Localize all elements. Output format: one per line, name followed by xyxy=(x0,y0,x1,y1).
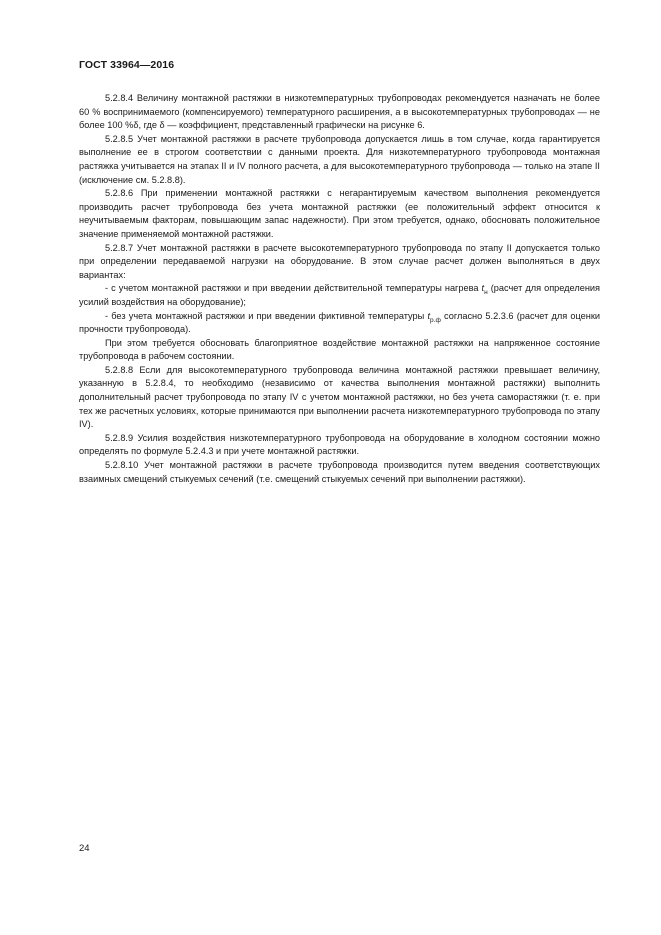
bullet-2-text-after: согласно 5.2.3.6 (расчет для оценки прочности трубопровода). xyxy=(79,310,600,335)
paragraph-5-2-8-9: 5.2.8.9 Усилия воздействия низкотемпературного трубопровода на оборудование в холодном состоянии можно определять по формуле 5.2.4.3 и при учете монтажной растяжки. xyxy=(79,432,600,457)
bullet-2-text-before: - без учета монтажной растяжки и при введении фиктивной температуры xyxy=(105,310,428,321)
paragraph-5-2-8-4: 5.2.8.4 Величину монтажной растяжки в низкотемпературных трубопроводах рекомендуется назначать не более 60 % воспринимаемого (компенсируемого) температурного расширения, а в высокотемпературных трубопроводах — не более 100 %δ, где δ — коэффициент, представленный графически на рисунке 6. xyxy=(79,93,600,131)
paragraph-5-2-8-7: 5.2.8.7 Учет монтажной растяжки в расчете высокотемпературного трубопровода по этапу II допускается только при определении передаваемой нагрузки на оборудование. В этом случае расчет должен выполняться в двух вариантах: xyxy=(79,242,600,280)
paragraph-5-2-8-6: 5.2.8.6 При применении монтажной растяжки с негарантируемым качеством выполнения рекомендуется производить расчет трубопровода без учета монтажной растяжки (ее положительный эффект относится к неучитываемым факторам, повышающим запас надежности). При этом требуется, однако, обосновать положительное значение применяемой монтажной растяжки. xyxy=(79,188,600,239)
paragraph-5-2-8-10: 5.2.8.10 Учет монтажной растяжки в расчете трубопровода производится путем введения соответствующих взаимных смещений стыкуемых сечений (т.е. смещений стыкуемых сечений при выполнении растяжки). xyxy=(79,460,600,484)
bullet-2-subscript: р.ф xyxy=(430,316,441,324)
paragraph-5-2-8-5: 5.2.8.5 Учет монтажной растяжки в расчете трубопровода допускается лишь в том случае, когда гарантируется выполнение ее в строгом соответствии с данными проекта. Для низкотемпературного трубопровода монтажная растяжка учитывается на этапах II и IV полного расчета, а для высокотемпературного трубопровода — только на этапе II (исключение см. 5.2.8.8). xyxy=(79,133,600,185)
bullet-item-1 xyxy=(79,282,600,309)
bullet-item-2 xyxy=(79,310,600,337)
bullet-1-text-before: - с учетом монтажной растяжки и при введении действительной температуры нагрева xyxy=(105,283,482,294)
bullet-1-variable: t xyxy=(481,283,485,294)
document-body xyxy=(79,92,600,486)
bullet-1-text-after: (расчет для определения усилий воздействия на оборудование); xyxy=(79,283,600,307)
bullet-1-subscript: н xyxy=(484,289,488,297)
document-header: ГОСТ 33964—2016 xyxy=(79,59,175,71)
page-number: 24 xyxy=(79,843,90,854)
bullet-2-variable: t xyxy=(427,310,431,321)
paragraph-5-2-8-8: 5.2.8.8 Если для высокотемпературного трубопровода величина монтажной растяжки превышает величину, указанную в 5.2.8.4, то необходимо (независимо от качества выполнения монтажной растяжки) выполнить дополнительный расчет трубопровода по этапу IV с учетом монтажной растяжки, но без учета саморастяжки (т. е. при тех же расчетных условиях, которые принимаются при выполнении расчета низкотемпературного трубопровода по этапу IV). xyxy=(79,364,600,430)
paragraph-justification: При этом требуется обосновать благоприятное воздействие монтажной растяжки на напряженное состояние трубопровода в рабочем состоянии. xyxy=(79,337,600,362)
